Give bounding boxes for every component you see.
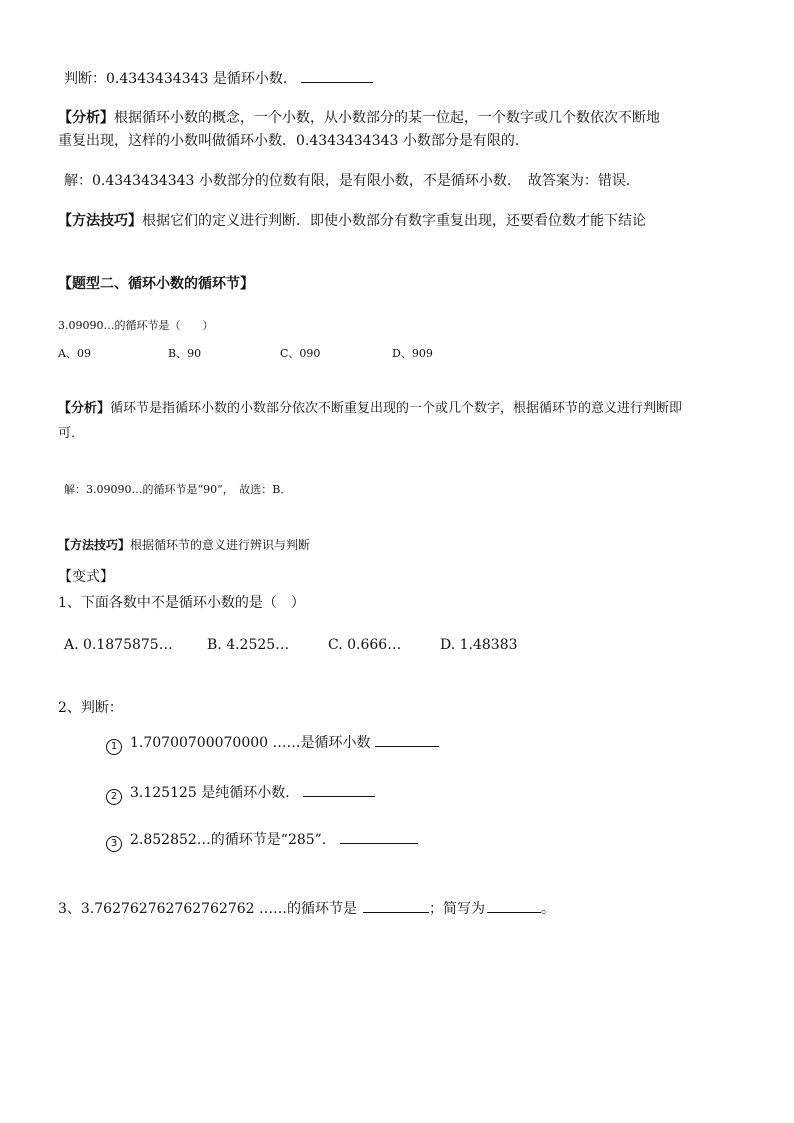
type2-option-a: A、09 — [58, 347, 91, 360]
q1-solution: 解：0.4343434343 小数部分的位数有限，是有限小数，不是循环小数． 故答案为：错误． — [64, 173, 640, 189]
variant-q3-blank-1[interactable] — [363, 898, 429, 913]
type2-option-b: B、90 — [168, 347, 202, 360]
circled-number-3-icon: 3 — [106, 836, 122, 852]
q1-analysis-text-2: 重复出现，这样的小数叫做循环小数．0.4343434343 小数部分是有限的． — [58, 133, 529, 149]
variant-q1-option-a: A. 0.1875875… — [64, 637, 173, 653]
type2-analysis-text-2: 可． — [58, 426, 85, 441]
variant-q2-item-2-text: 3.125125 是纯循环小数． — [130, 785, 300, 801]
variant-q2-item-3-blank[interactable] — [340, 829, 418, 844]
variant-q1-stem: 1、下面各数中不是循环小数的是（ ） — [58, 595, 305, 611]
q1-stem: 判断：0.4343434343 是循环小数． — [64, 71, 297, 87]
variant-q1-option-c: C. 0.666… — [328, 637, 402, 653]
q1-answer-blank[interactable] — [301, 68, 373, 83]
variant-q3-line — [58, 898, 555, 918]
type2-analysis-line-1 — [58, 400, 682, 418]
variant-q2-stem: 2、判断： — [58, 700, 123, 716]
type2-option-d: D、909 — [392, 347, 433, 360]
type2-tip-text: 根据循环节的意义进行辨识与判断 — [130, 538, 311, 552]
variant-q2-item-1-text: 1.70700700070000 ……是循环小数 — [130, 735, 371, 751]
q1-analysis-tag: 【分析】 — [58, 110, 114, 126]
q1-tip-text: 根据它们的定义进行判断．即使小数部分有数字重复出现，还要看位数才能下结论 — [142, 213, 646, 229]
variant-q2-item-3-text: 2.852852…的循环节是“285”． — [130, 832, 336, 848]
type2-stem: 3.09090…的循环节是（ ） — [58, 319, 214, 332]
variant-q2-item-2-blank[interactable] — [303, 782, 375, 797]
type2-tip-line — [58, 536, 310, 554]
variant-q3-end: 。 — [541, 901, 556, 917]
q1-tip-tag: 【方法技巧】 — [58, 213, 142, 229]
variant-q3-text-1: 3、3.762762762762762762 ……的循环节是 — [58, 901, 358, 917]
variant-q1-option-d: D. 1.48383 — [440, 637, 518, 653]
variant-q2-item-1-blank[interactable] — [375, 732, 439, 747]
q1-analysis-line-1 — [58, 109, 660, 127]
variant-q2-item-2 — [106, 782, 375, 805]
q1-analysis-text-1: 根据循环小数的概念，一个小数，从小数部分的某一位起，一个数字或几个数依次不断地 — [114, 110, 660, 126]
variant-q2-item-3 — [106, 829, 418, 852]
type2-tip-tag: 【方法技巧】 — [58, 538, 131, 552]
circled-number-2-icon: 2 — [106, 789, 122, 805]
variant-q2-item-1 — [106, 732, 439, 755]
circled-number-1-icon: 1 — [106, 739, 122, 755]
type2-analysis-text-1: 循环节是指循环小数的小数部分依次不断重复出现的一个或几个数字，根据循环节的意义进行判断即 — [110, 401, 683, 416]
q1-stem-line — [64, 68, 373, 88]
variants-heading: 【变式】 — [58, 569, 114, 585]
type2-options — [58, 345, 458, 363]
variant-q1-options — [64, 636, 564, 654]
q1-tip-line — [58, 212, 646, 230]
type2-option-c: C、090 — [280, 347, 321, 360]
type2-analysis-tag: 【分析】 — [58, 401, 111, 416]
variant-q3-blank-2[interactable] — [487, 898, 541, 913]
type2-solution: 解：3.09090…的循环节是“90”， 故选：B． — [64, 483, 292, 496]
type2-heading: 【题型二、循环小数的循环节】 — [58, 276, 254, 292]
variant-q1-option-b: B. 4.2525… — [207, 637, 290, 653]
variant-q3-text-2: ；简写为 — [429, 901, 486, 917]
